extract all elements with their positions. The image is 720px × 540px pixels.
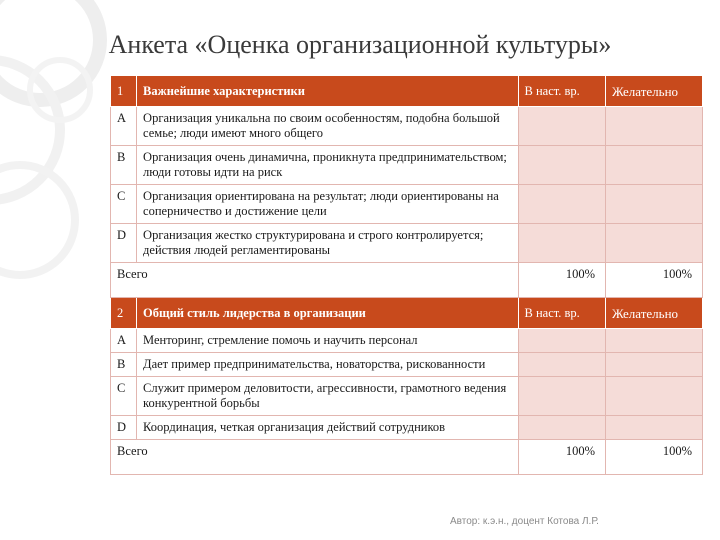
desired-input-cell[interactable] — [606, 353, 703, 377]
row-id: A — [111, 107, 137, 146]
row-id: A — [111, 329, 137, 353]
now-input-cell[interactable] — [518, 185, 606, 224]
now-input-cell[interactable] — [518, 416, 606, 440]
row-text: Организация жестко структурирована и строго контролируется; действия людей регламентированы — [137, 224, 518, 263]
total-now: 100% — [518, 263, 606, 298]
page-title: Анкета «Оценка организационной культуры» — [108, 30, 612, 59]
total-desired: 100% — [606, 263, 703, 298]
section2-desired-header: Желательно — [606, 298, 703, 329]
section2-number: 2 — [111, 298, 137, 329]
section2-header-row — [111, 298, 703, 329]
desired-input-cell[interactable] — [606, 416, 703, 440]
now-input-cell[interactable] — [518, 224, 606, 263]
row-text: Организация очень динамична, проникнута предпринимательством; люди готовы идти на риск — [137, 146, 518, 185]
section2-characteristic-header: Общий стиль лидерства в организации — [137, 298, 518, 329]
section1-total-row — [111, 263, 703, 298]
section1-characteristic-header: Важнейшие характеристики — [137, 76, 518, 107]
row-text: Координация, четкая организация действий сотрудников — [137, 416, 518, 440]
desired-input-cell[interactable] — [606, 146, 703, 185]
row-id: B — [111, 146, 137, 185]
table-row — [111, 329, 703, 353]
row-text: Организация ориентирована на результат; люди ориентированы на соперничество и достижение цели — [137, 185, 518, 224]
now-input-cell[interactable] — [518, 146, 606, 185]
table-row — [111, 353, 703, 377]
table-row — [111, 224, 703, 263]
table-row — [111, 185, 703, 224]
desired-input-cell[interactable] — [606, 185, 703, 224]
now-input-cell[interactable] — [518, 353, 606, 377]
now-input-cell[interactable] — [518, 329, 606, 353]
desired-input-cell[interactable] — [606, 224, 703, 263]
section2-total-row — [111, 440, 703, 475]
table-row — [111, 146, 703, 185]
row-text: Организация уникальна по своим особенностям, подобна большой семье; люди имеют много общего — [137, 107, 518, 146]
table-row — [111, 377, 703, 416]
desired-input-cell[interactable] — [606, 377, 703, 416]
row-id: D — [111, 224, 137, 263]
section1-now-header: В наст. вр. — [518, 76, 606, 107]
table-row — [111, 107, 703, 146]
row-id: C — [111, 185, 137, 224]
desired-input-cell[interactable] — [606, 107, 703, 146]
total-desired: 100% — [606, 440, 703, 475]
table-row — [111, 416, 703, 440]
row-id: C — [111, 377, 137, 416]
desired-input-cell[interactable] — [606, 329, 703, 353]
row-text: Менторинг, стремление помочь и научить персонал — [137, 329, 518, 353]
total-label: Всего — [111, 263, 519, 298]
section1-number: 1 — [111, 76, 137, 107]
now-input-cell[interactable] — [518, 107, 606, 146]
row-text: Служит примером деловитости, агрессивности, грамотного ведения конкурентной борьбы — [137, 377, 518, 416]
section1-header-row — [111, 76, 703, 107]
row-id: D — [111, 416, 137, 440]
now-input-cell[interactable] — [518, 377, 606, 416]
total-now: 100% — [518, 440, 606, 475]
survey-table — [110, 75, 703, 475]
row-text: Дает пример предпринимательства, новаторства, рискованности — [137, 353, 518, 377]
section1-desired-header: Желательно — [606, 76, 703, 107]
total-label: Всего — [111, 440, 519, 475]
author-credit: Автор: к.э.н., доцент Котова Л.Р. — [450, 516, 599, 527]
row-id: B — [111, 353, 137, 377]
section2-now-header: В наст. вр. — [518, 298, 606, 329]
